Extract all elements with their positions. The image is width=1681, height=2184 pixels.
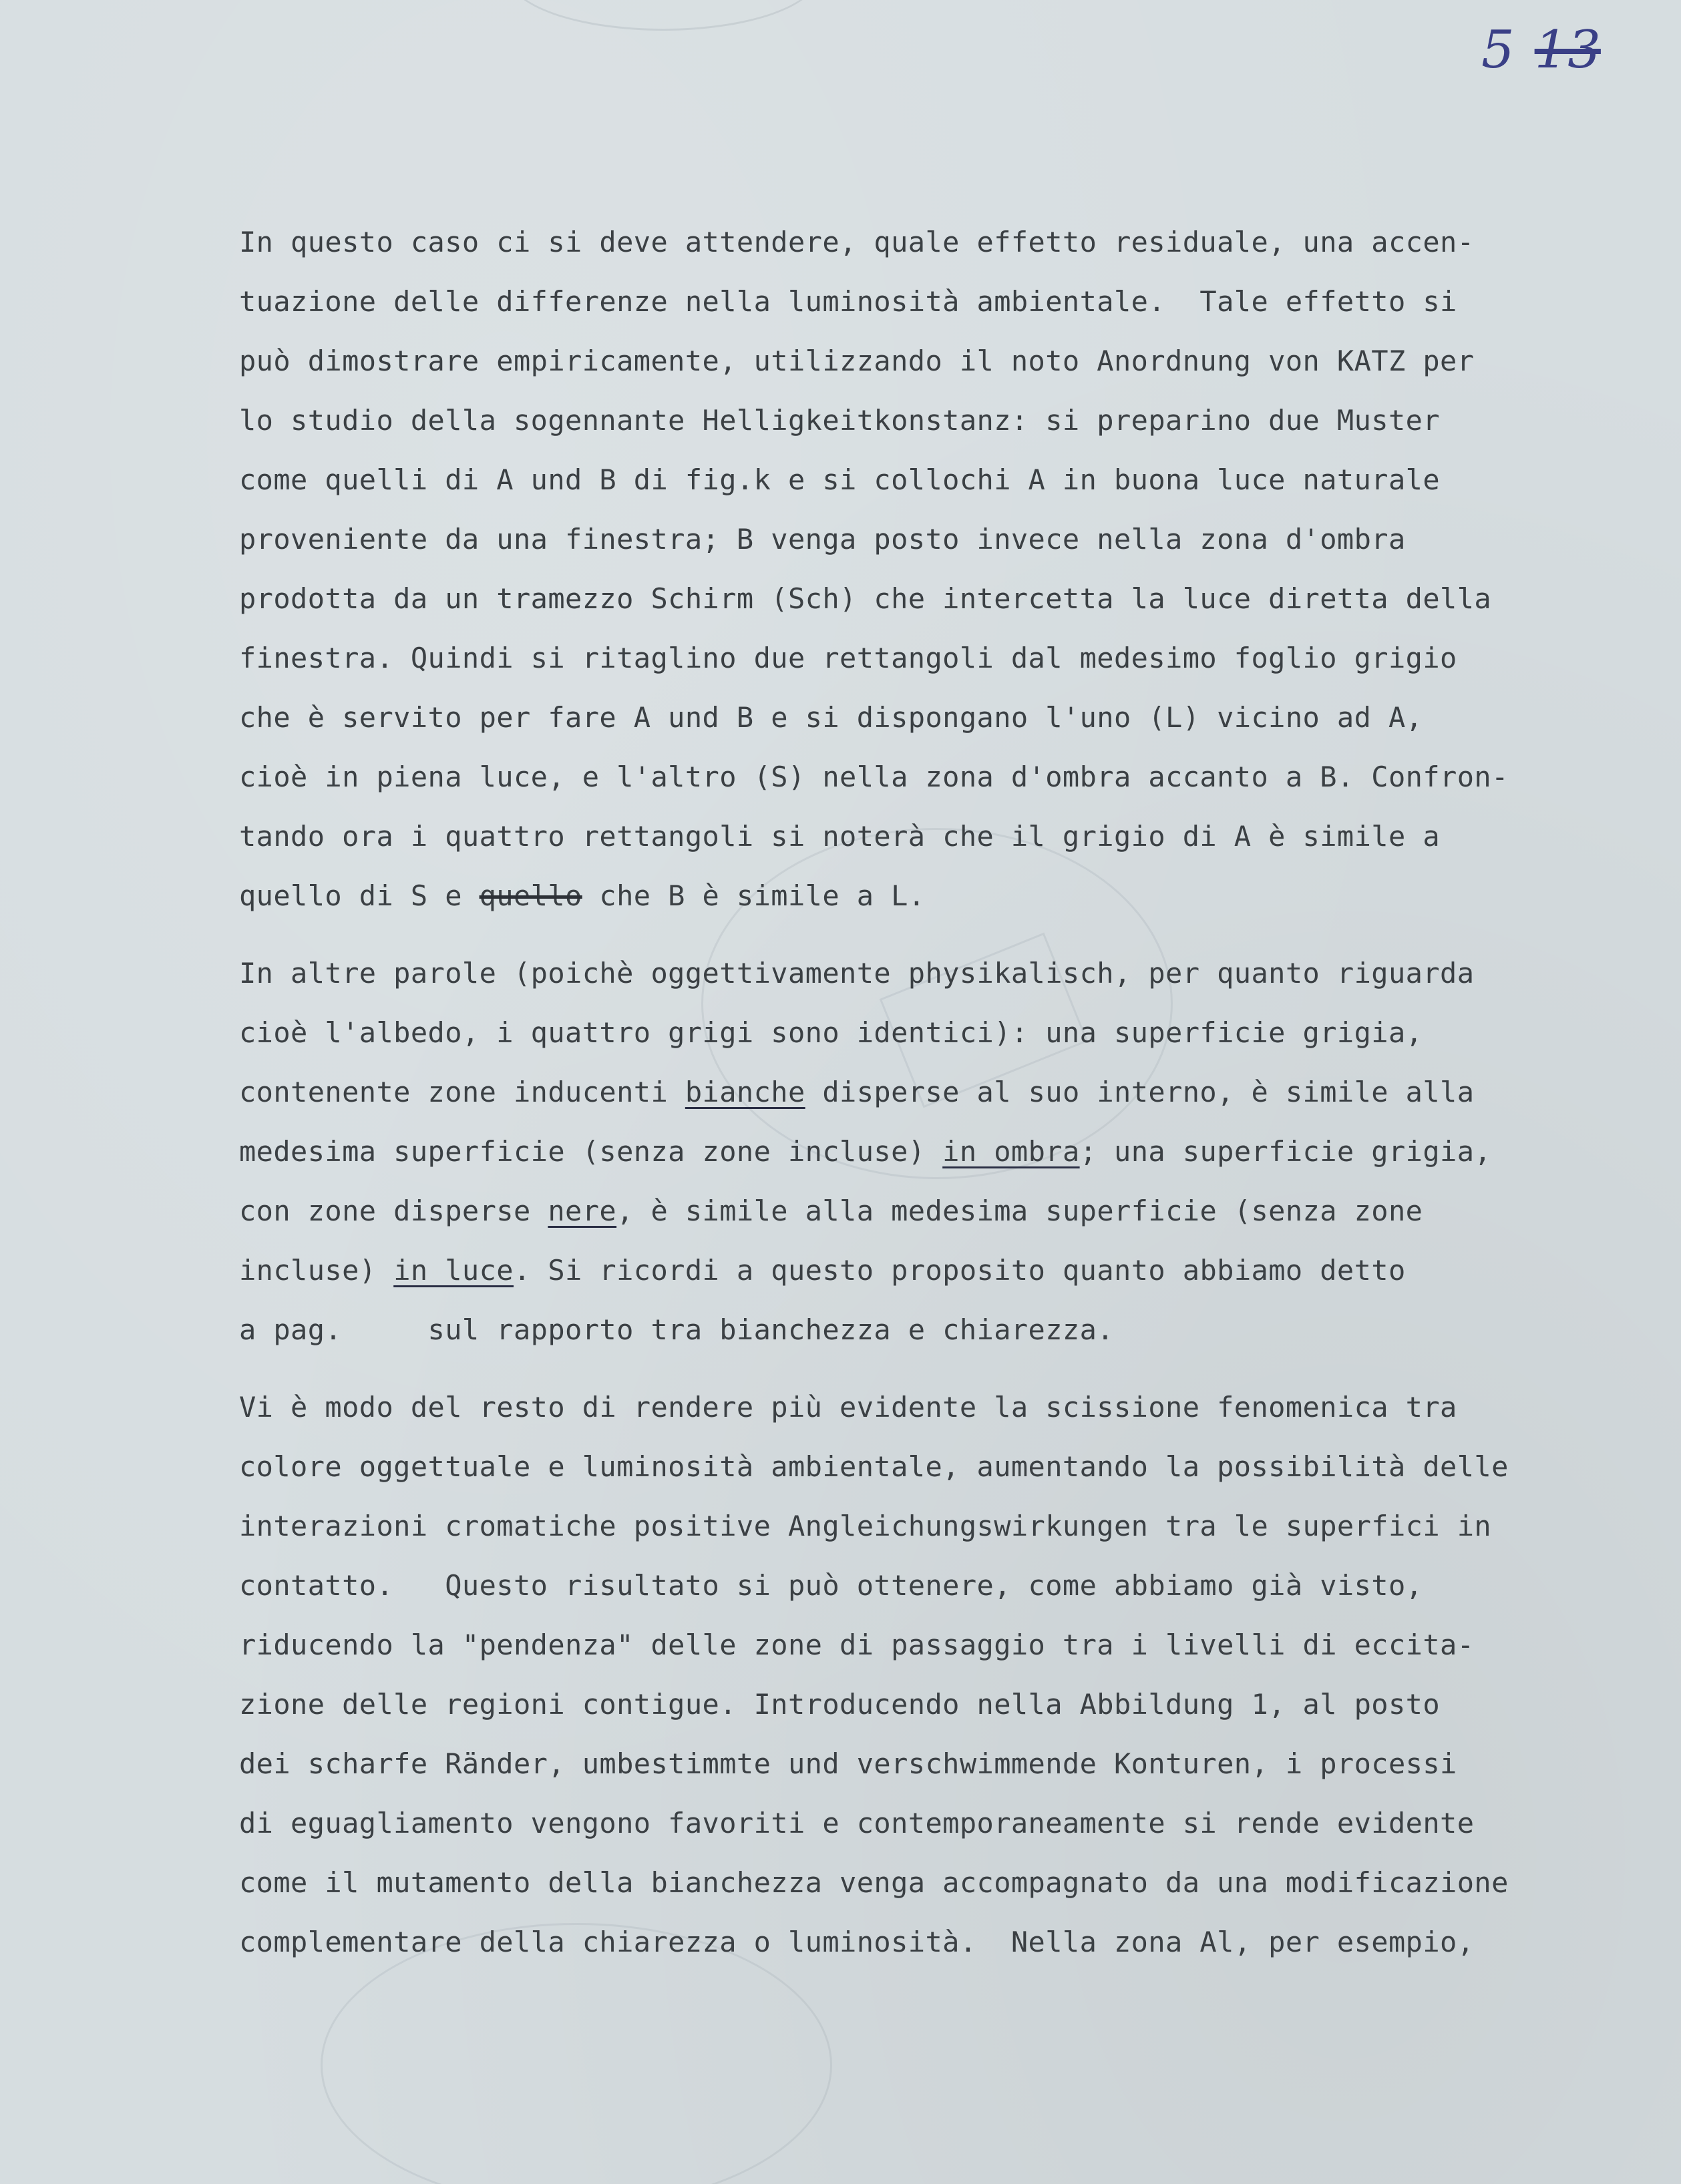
text-run: In altre parole (poichè oggettivamente physikalisch, per quanto riguarda (239, 957, 1475, 990)
text-run: come il mutamento della bianchezza venga accompagnato da una modificazione (239, 1866, 1509, 1899)
page-number-struck: 13 (1534, 20, 1601, 80)
text-run: a pag. sul rapporto tra bianchezza e chiarezza. (239, 1313, 1114, 1346)
text-run: che B è simile a L. (582, 879, 926, 912)
underlined-text: in luce (393, 1254, 514, 1287)
text-line (239, 1437, 1575, 1496)
text-line (239, 866, 1575, 925)
text-run: medesima superficie (senza zone incluse) (239, 1135, 943, 1168)
text-run: . Si ricordi a questo proposito quanto abbiamo detto (514, 1254, 1406, 1287)
text-line (239, 391, 1575, 450)
text-line (239, 212, 1575, 272)
text-run: con zone disperse (239, 1194, 548, 1227)
text-line (239, 1675, 1575, 1734)
text-run: proveniente da una finestra; B venga posto invece nella zona d'ombra (239, 523, 1406, 556)
paragraph (239, 943, 1575, 1359)
text-line (239, 628, 1575, 688)
text-line (239, 1853, 1575, 1912)
text-line (239, 807, 1575, 866)
underlined-text: bianche (685, 1076, 805, 1108)
struck-text: quello (479, 879, 582, 912)
text-run: quello di S e (239, 879, 480, 912)
text-line (239, 688, 1575, 747)
text-run: tuazione delle differenze nella luminosità ambientale. Tale effetto si (239, 285, 1457, 318)
underlined-text: in ombra (942, 1135, 1080, 1168)
text-run: complementare della chiarezza o luminosità. Nella zona Al, per esempio, (239, 1926, 1475, 1958)
text-run: prodotta da un tramezzo Schirm (Sch) che intercetta la luce diretta della (239, 582, 1492, 615)
text-line (239, 943, 1575, 1003)
text-run: riducendo la "pendenza" delle zone di passaggio tra i livelli di eccita- (239, 1628, 1475, 1661)
text-line (239, 1615, 1575, 1675)
text-run: disperse al suo interno, è simile alla (805, 1076, 1475, 1108)
text-run: ; una superficie grigia, (1079, 1135, 1492, 1168)
text-run: come quelli di A und B di fig.k e si collochi A in buona luce naturale (239, 463, 1441, 496)
text-line (239, 1062, 1575, 1122)
text-line (239, 331, 1575, 391)
text-run: tando ora i quattro rettangoli si noterà che il grigio di A è simile a (239, 820, 1441, 853)
text-run: , è simile alla medesima superficie (senza zone (616, 1194, 1423, 1227)
text-run: incluse) (239, 1254, 394, 1287)
text-run: finestra. Quindi si ritaglino due rettangoli dal medesimo foglio grigio (239, 642, 1457, 674)
text-line (239, 272, 1575, 331)
paragraph (239, 1377, 1575, 1972)
text-run: Vi è modo del resto di rendere più evidente la scissione fenomenica tra (239, 1391, 1457, 1424)
text-line (239, 1496, 1575, 1556)
text-run: di eguagliamento vengono favoriti e contemporaneamente si rende evidente (239, 1807, 1475, 1839)
text-run: zione delle regioni contigue. Introducendo nella Abbildung 1, al posto (239, 1688, 1441, 1721)
text-line (239, 1912, 1575, 1972)
text-line (239, 747, 1575, 807)
text-run: può dimostrare empiricamente, utilizzando il noto Anordnung von KATZ per (239, 345, 1475, 377)
page-number-current: 5 (1481, 20, 1515, 80)
text-line (239, 1734, 1575, 1793)
paragraph-gap (239, 1359, 1575, 1377)
text-run: contenente zone inducenti (239, 1076, 685, 1108)
text-line (239, 1300, 1575, 1359)
text-line (239, 450, 1575, 509)
text-run: contatto. Questo risultato si può ottenere, come abbiamo già visto, (239, 1569, 1423, 1602)
text-line (239, 1122, 1575, 1181)
text-line (239, 1241, 1575, 1300)
handwritten-page-number (1481, 20, 1601, 80)
text-line (239, 509, 1575, 569)
text-line (239, 1556, 1575, 1615)
stamp-mark-top (508, 0, 819, 31)
text-run: colore oggettuale e luminosità ambientale, aumentando la possibilità delle (239, 1450, 1509, 1483)
text-run: cioè in piena luce, e l'altro (S) nella zona d'ombra accanto a B. Confron- (239, 760, 1509, 793)
paragraph (239, 212, 1575, 925)
text-line (239, 1003, 1575, 1062)
text-line (239, 569, 1575, 628)
text-line (239, 1181, 1575, 1241)
text-run: dei scharfe Ränder, umbestimmte und verschwimmende Konturen, i processi (239, 1747, 1457, 1780)
paragraph-gap (239, 925, 1575, 943)
text-line (239, 1377, 1575, 1437)
text-run: lo studio della sogennante Helligkeitkonstanz: si preparino due Muster (239, 404, 1441, 437)
text-run: che è servito per fare A und B e si dispongano l'uno (L) vicino ad A, (239, 701, 1423, 734)
text-line (239, 1793, 1575, 1853)
text-run: In questo caso ci si deve attendere, quale effetto residuale, una accen- (239, 226, 1475, 258)
typed-body-text (239, 212, 1575, 1972)
underlined-text: nere (548, 1194, 617, 1227)
text-run: interazioni cromatiche positive Angleichungswirkungen tra le superfici in (239, 1510, 1492, 1542)
text-run: cioè l'albedo, i quattro grigi sono identici): una superficie grigia, (239, 1016, 1423, 1049)
